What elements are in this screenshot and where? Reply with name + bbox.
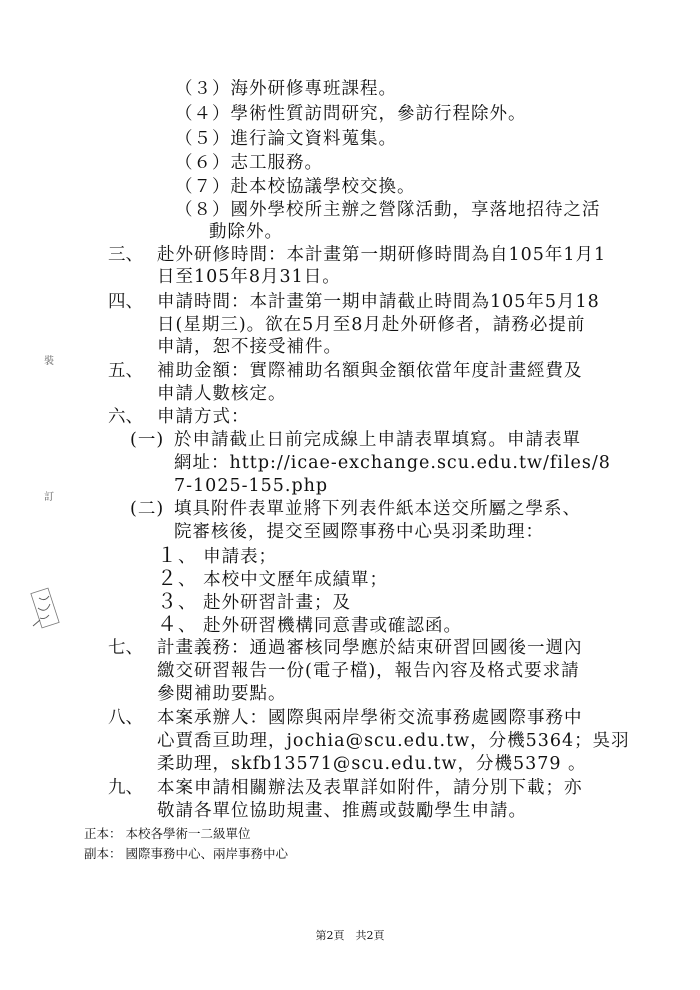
binding-mark-zhuang: 裝 [44, 356, 54, 367]
page-footer: 第2頁 共2頁 [315, 929, 385, 942]
list-number: ４ [157, 612, 178, 636]
section-8-line-3: 柔助理，skfb13571@scu.edu.tw，分機5379 。 [157, 754, 587, 774]
section-6-sub-2-mark: (二) [130, 499, 165, 519]
section-6-sub-1-line-1: 於申請截止日前完成線上申請表單填寫。申請表單 [174, 430, 581, 450]
section-7-line-3: 參閱補助要點。 [157, 684, 287, 704]
distribution-copy [84, 846, 288, 862]
section-5-mark: 五、 [108, 361, 143, 381]
distribution-main-label: 正本： [84, 826, 122, 841]
section-4-mark: 四、 [108, 292, 143, 312]
list-number: １ [157, 543, 178, 567]
item-7: （７）赴本校協議學校交換。 [175, 177, 416, 197]
attachment-list-item-4 [157, 613, 462, 637]
distribution-main [84, 826, 251, 842]
list-number: ２ [157, 566, 178, 590]
section-7-line-1: 計畫義務：通過審核同學應於結束研習回國後一週內 [157, 638, 583, 658]
item-8: （８）國外學校所主辦之營隊活動，享落地招待之活 [175, 200, 601, 220]
binding-mark-ding: 訂 [44, 492, 54, 503]
section-5-line-2: 申請人數核定。 [157, 384, 287, 404]
item-8-continued: 動除外。 [209, 222, 283, 242]
list-text: 、 申請表； [178, 547, 278, 567]
section-7-mark: 七、 [108, 638, 143, 658]
section-6-sub-1-url-continued: 7-1025-155.php [174, 476, 329, 496]
list-text: 、 赴外研習機構同意書或確認函。 [178, 616, 463, 636]
section-6-mark: 六、 [108, 407, 143, 427]
section-9-line-1: 本案申請相關辦法及表單詳如附件，請分別下載；亦 [157, 778, 583, 798]
distribution-copy-label: 副本： [84, 846, 122, 861]
item-5: （５）進行論文資料蒐集。 [175, 129, 397, 149]
attachment-list-item-1 [157, 544, 277, 568]
section-7-line-2: 繳交研習報告一份(電子檔)，報告內容及格式要求請 [157, 661, 580, 681]
section-8-mark: 八、 [108, 708, 143, 728]
section-3-line-1: 赴外研修時間：本計畫第一期研修時間為自105年1月1 [157, 245, 607, 265]
distribution-main-value: 本校各學術一二級單位 [125, 826, 251, 841]
section-6-sub-2-line-2: 院審核後，提交至國際事務中心吳羽柔助理： [174, 522, 544, 542]
attachment-list-item-2 [157, 567, 388, 591]
section-6-sub-1-url-line: 網址：http://icae-exchange.scu.edu.tw/files/8 [174, 453, 611, 473]
section-9-mark: 九、 [108, 778, 143, 798]
item-3: （３）海外研修專班課程。 [175, 79, 397, 99]
section-5-line-1: 補助金額：實際補助名額與金額依當年度計畫經費及 [157, 361, 583, 381]
section-8-line-2: 心賈喬亘助理，jochia@scu.edu.tw，分機5364；吳羽 [157, 731, 630, 751]
section-3-line-2: 日至105年8月31日。 [157, 267, 341, 287]
handwritten-stamp-icon [30, 586, 60, 632]
list-text: 、 赴外研習計畫；及 [178, 593, 352, 613]
list-number: ３ [157, 589, 178, 613]
list-text: 、 本校中文歷年成績單； [178, 570, 389, 590]
section-3-mark: 三、 [108, 245, 143, 265]
section-4-line-3: 申請，恕不接受補件。 [157, 337, 342, 357]
section-9-line-2: 敬請各單位協助規畫、推薦或鼓勵學生申請。 [157, 801, 527, 821]
section-8-line-1: 本案承辦人：國際與兩岸學術交流事務處國際事務中 [157, 708, 583, 728]
section-4-line-1: 申請時間：本計畫第一期申請截止時間為105年5月18 [157, 292, 600, 312]
section-6-sub-1-mark: (一) [130, 430, 165, 450]
distribution-copy-value: 國際事務中心、兩岸事務中心 [125, 846, 289, 861]
section-6-sub-2-line-1: 填具附件表單並將下列表件紙本送交所屬之學系、 [174, 499, 581, 519]
section-6-title: 申請方式： [157, 407, 250, 427]
section-4-line-2: 日(星期三)。欲在5月至8月赴外研修者，請務必提前 [157, 315, 586, 335]
attachment-list-item-3 [157, 590, 351, 614]
item-6: （６）志工服務。 [175, 153, 323, 173]
item-4: （４）學術性質訪問研究，參訪行程除外。 [175, 104, 527, 124]
